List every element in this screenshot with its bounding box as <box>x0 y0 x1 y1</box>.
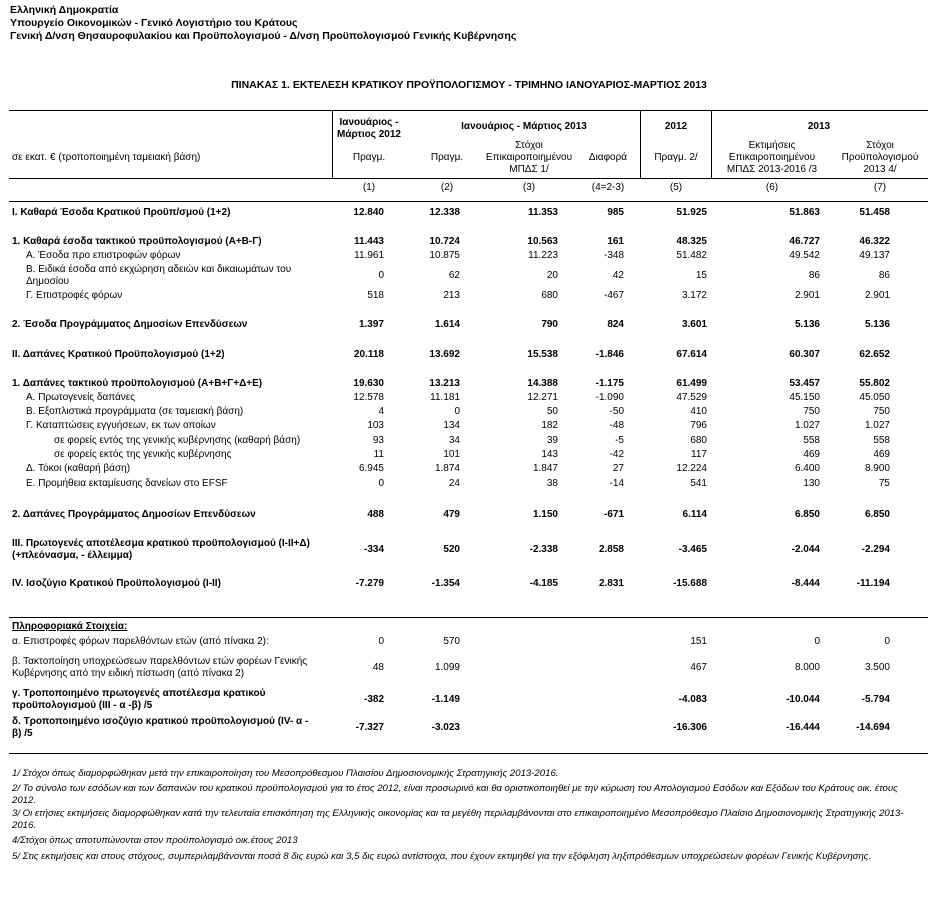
table-cell-col6: 130 <box>803 478 820 489</box>
table-cell-col7: 1.027 <box>864 420 890 431</box>
table-cell-col3: 1.150 <box>532 509 558 520</box>
table-cell-col3: 15.538 <box>527 349 558 360</box>
table-row-label: 1. Καθαρά έσοδα τακτικού προϋπολογισμού (Α+Β-Γ) <box>12 236 262 247</box>
table-cell-col2: 13.213 <box>429 378 460 389</box>
table-cell-col4: 42 <box>612 270 624 281</box>
table-cell-col5: 67.614 <box>676 349 707 360</box>
table-cell-col4: -1.175 <box>595 378 624 389</box>
table-cell-col3: -4.185 <box>529 578 558 589</box>
table-cell-col7: 49.137 <box>859 250 890 261</box>
table-cell-col1: -7.279 <box>355 578 384 589</box>
table-cell-col5: 48.325 <box>676 236 707 247</box>
info-cell-col7: -5.794 <box>861 694 890 705</box>
table-cell-col2: 12.338 <box>429 207 460 218</box>
table-cell-col2: 134 <box>443 420 460 431</box>
col1-group-header-1: Ιανουάριος - <box>339 117 399 128</box>
info-cell-col6: 0 <box>814 636 820 647</box>
table-cell-col6: 45.150 <box>789 392 820 403</box>
col7-number: (7) <box>873 182 887 193</box>
table-cell-col1: 518 <box>367 290 384 301</box>
table-cell-col4: -671 <box>603 509 624 520</box>
table-cell-col4: -1.846 <box>595 349 624 360</box>
header-bottom-rule <box>9 178 928 179</box>
footnote: 2/ Το σύνολο των εσόδων και των δαπανών του κρατικού προϋπολογισμού για το έτος 2012, είναι προσωρινό και θα οριστικοποιηθεί με την κύρωση του Απολογισμού Εσόδων και Εξόδων του Κράτους οικ. έτους 2012. <box>12 783 898 806</box>
table-cell-col6: 51.863 <box>789 207 820 218</box>
table-cell-col1: 12.840 <box>353 207 384 218</box>
header-line-2: Υπουργείο Οικονομικών - Γενικό Λογιστήριο του Κράτους <box>10 17 298 29</box>
col5-number: (5) <box>669 182 683 193</box>
table-cell-col6: 469 <box>803 449 820 460</box>
table-cell-col4: 161 <box>607 236 624 247</box>
table-row-label: Ε. Προμήθεια εκταμίευσης δανείων στο EFSF <box>26 478 228 489</box>
table-cell-col2: 13.692 <box>429 349 460 360</box>
table-cell-col5: 410 <box>690 406 707 417</box>
table-cell-col6: 5.136 <box>794 319 820 330</box>
unit-label: σε εκατ. € (τροποποιημένη ταμειακή βάση) <box>12 152 201 163</box>
table-row-label: IV. Ισοζύγιο Κρατικού Προϋπολογισμού (Ι-ΙΙ) <box>12 578 221 589</box>
table-cell-col7: 2.901 <box>864 290 890 301</box>
table-cell-col4: 985 <box>607 207 624 218</box>
table-cell-col6: 6.850 <box>794 509 820 520</box>
col4-number: (4=2-3) <box>591 182 625 193</box>
col5-header: Πραγμ. 2/ <box>654 152 698 163</box>
table-cell-col7: 75 <box>878 478 890 489</box>
table-cell-col6: 46.727 <box>789 236 820 247</box>
table-row-label: ΙΙΙ. Πρωτογενές αποτέλεσμα κρατικού προϋπολογισμού (Ι-ΙΙ+Δ) (+πλεόνασμα, - έλλειμμα) <box>12 538 310 561</box>
info-row-label: γ. Τροποποιημένο πρωτογενές αποτέλεσμα κρατικού προϋπολογισμού (ΙΙΙ - α -β) /5 <box>12 688 266 711</box>
col2-header: Πραγμ. <box>430 152 464 163</box>
table-cell-col6: 1.027 <box>794 420 820 431</box>
table-row-label: Δ. Τόκοι (καθαρή βάση) <box>26 463 131 474</box>
table-cell-col3: 50 <box>546 406 558 417</box>
table-cell-col3: 680 <box>541 290 558 301</box>
table-cell-col6: 60.307 <box>789 349 820 360</box>
info-row-label: α. Επιστροφές φόρων παρελθόντων ετών (από πίνακα 2): <box>12 636 269 647</box>
info-cell-col1: -7.327 <box>355 722 384 733</box>
table-cell-col5: 12.224 <box>676 463 707 474</box>
table-row-label: 1. Δαπάνες τακτικού προϋπολογισμού (Α+Β+Γ+Δ+Ε) <box>12 378 263 389</box>
table-cell-col7: 86 <box>878 270 890 281</box>
table-cell-col4: -50 <box>609 406 624 417</box>
table-cell-col3: -2.338 <box>529 544 558 555</box>
info-cell-col2: 570 <box>443 636 460 647</box>
table-cell-col6: 558 <box>803 435 820 446</box>
table-cell-col7: 558 <box>873 435 890 446</box>
info-cell-col1: 48 <box>372 662 384 673</box>
table-cell-col3: 10.563 <box>527 236 558 247</box>
table-cell-col5: 15 <box>695 270 707 281</box>
table-cell-col2: -1.354 <box>431 578 460 589</box>
table-row-label: Β. Εξοπλιστικά προγράμματα (σε ταμειακή βάση) <box>26 406 244 417</box>
table-cell-col3: 12.271 <box>527 392 558 403</box>
info-row-label: δ. Τροποποιημένο ισοζύγιο κρατικού προϋπολογισμού (IV- α - β) /5 <box>12 716 309 739</box>
table-cell-col5: 6.114 <box>682 509 707 520</box>
table-cell-col3: 143 <box>541 449 558 460</box>
table-title: ΠΙΝΑΚΑΣ 1. ΕΚΤΕΛΕΣΗ ΚΡΑΤΙΚΟΥ ΠΡΟΫΠΟΛΟΓΙΣΜΟΥ - ΤΡΙΜΗΝΟ ΙΑΝΟΥΑΡΙΟΣ-ΜΑΡΤΙΟΣ 2013 <box>231 79 707 91</box>
table-cell-col3: 38 <box>546 478 558 489</box>
table-cell-col7: 750 <box>873 406 890 417</box>
table-cell-col3: 1.847 <box>532 463 558 474</box>
table-cell-col4: 27 <box>612 463 624 474</box>
table-cell-col2: 10.875 <box>429 250 460 261</box>
col6-number: (6) <box>765 182 779 193</box>
table-cell-col1: 20.118 <box>353 349 384 360</box>
table-cell-col4: -42 <box>609 449 624 460</box>
footnote: 5/ Στις εκτιμήσεις και στους στόχους, συμπεριλαμβάνονται ποσά 8 δις ευρώ και 3,5 δις ευρώ αντίστοιχα, που έχουν εκτιμηθεί για την εξόφληση ληξιπρόθεσμων υποχρεώσεων φορέων Γενικής Κυβέρνησης. <box>12 851 872 862</box>
info-cell-col5: 151 <box>690 636 707 647</box>
table-bottom-rule <box>9 753 928 754</box>
table-cell-col6: -2.044 <box>791 544 820 555</box>
table-cell-col2: 24 <box>448 478 460 489</box>
table-cell-col5: 47.529 <box>676 392 707 403</box>
table-cell-col1: 0 <box>378 270 384 281</box>
table-cell-col2: 62 <box>448 270 460 281</box>
col3-header-1: Στόχοι <box>515 140 543 151</box>
table-cell-col3: 20 <box>546 270 558 281</box>
table-body-rule <box>9 201 928 202</box>
col3-header-2: Επικαιροποιημένου <box>485 152 573 163</box>
header-line-1: Ελληνική Δημοκρατία <box>10 4 119 16</box>
table-row-label: 2. Έσοδα Προγράμματος Δημοσίων Επενδύσεων <box>12 319 248 330</box>
col1-number: (1) <box>362 182 376 193</box>
col3-header-3: ΜΠΔΣ 1/ <box>509 164 549 175</box>
table-cell-col1: 0 <box>378 478 384 489</box>
table-cell-col6: 750 <box>803 406 820 417</box>
table-cell-col1: 12.578 <box>353 392 384 403</box>
table-cell-col2: 479 <box>443 509 460 520</box>
table-cell-col4: 824 <box>607 319 624 330</box>
table-cell-col2: 520 <box>443 544 460 555</box>
col7-header-3: 2013 4/ <box>863 164 897 175</box>
table-cell-col4: -467 <box>603 290 624 301</box>
table-cell-col4: -5 <box>615 435 624 446</box>
table-row-label: Α. Πρωτογενείς δαπάνες <box>26 392 136 403</box>
table-row-label: Β. Ειδικά έσοδα από εκχώρηση αδειών και δικαιωμάτων του Δημοσίου <box>26 264 292 287</box>
table-cell-col6: 2.901 <box>794 290 820 301</box>
table-cell-col5: 3.172 <box>681 290 707 301</box>
table-cell-col5: 541 <box>690 478 707 489</box>
table-row-label: Γ. Επιστροφές φόρων <box>26 290 123 301</box>
table-cell-col5: 51.482 <box>676 250 707 261</box>
table-top-rule <box>9 110 928 111</box>
table-cell-col3: 11.223 <box>528 250 558 261</box>
table-cell-col7: -11.194 <box>856 578 890 589</box>
info-cell-col5: -4.083 <box>678 694 707 705</box>
table-cell-col1: 11 <box>373 449 384 460</box>
table-cell-col4: -48 <box>609 420 624 431</box>
table-cell-col1: 11.961 <box>354 250 384 261</box>
col2-number: (2) <box>440 182 454 193</box>
col3-number: (3) <box>522 182 536 193</box>
col1-header: Πραγμ. <box>352 152 386 163</box>
table-cell-col5: 680 <box>690 435 707 446</box>
info-cell-col6: 8.000 <box>794 662 820 673</box>
table-cell-col7: -2.294 <box>861 544 890 555</box>
table-cell-col7: 55.802 <box>859 378 890 389</box>
table-cell-col5: 3.601 <box>681 319 707 330</box>
table-cell-col7: 51.458 <box>859 207 890 218</box>
info-cell-col1: 0 <box>378 636 384 647</box>
table-cell-col3: 39 <box>546 435 558 446</box>
info-cell-col6: -10.044 <box>786 694 820 705</box>
table-cell-col1: 488 <box>367 509 384 520</box>
table-cell-col7: 8.900 <box>864 463 890 474</box>
table-cell-col5: -15.688 <box>673 578 707 589</box>
table-cell-col7: 6.850 <box>864 509 890 520</box>
col1-group-header-2: Μάρτιος 2012 <box>337 129 401 140</box>
info-top-rule <box>9 617 928 618</box>
table-cell-col1: 103 <box>367 420 384 431</box>
table-cell-col6: 86 <box>808 270 820 281</box>
table-cell-col6: -8.444 <box>791 578 820 589</box>
info-cell-col7: -14.694 <box>856 722 890 733</box>
table-cell-col1: 1.397 <box>358 319 384 330</box>
table-cell-col3: 182 <box>541 420 558 431</box>
table-cell-col5: 61.499 <box>676 378 707 389</box>
table-row-label: σε φορείς εντός της γενικής κυβέρνησης (καθαρή βάση) <box>54 435 301 446</box>
table-cell-col4: -14 <box>609 478 624 489</box>
table-cell-col4: 2.831 <box>598 578 624 589</box>
footnote: 3/ Οι ετήσιες εκτιμήσεις διαμορφώθηκαν κατά την τελευταία επισκόπηση της Ελληνικής οικονομίας και τα μεγέθη περιλαμβάνονται στο επικαιροποιημένο Μεσοπρόθεσμο Πλαίσιο Δημοσιονομικής Στρατηγικής 2013-2016. <box>12 808 904 831</box>
table-cell-col2: 34 <box>448 435 460 446</box>
table-cell-col2: 1.874 <box>434 463 460 474</box>
table-cell-col5: 117 <box>691 449 707 460</box>
table-cell-col4: -1.090 <box>595 392 624 403</box>
table-cell-col7: 469 <box>873 449 890 460</box>
table-cell-col3: 14.388 <box>527 378 558 389</box>
info-cell-col7: 0 <box>884 636 890 647</box>
table-cell-col1: 11.443 <box>353 236 384 247</box>
footnote: 4/Στόχοι όπως αποτυπώνονται στον προϋπολογισμό οικ.έτους 2013 <box>12 835 298 846</box>
info-row-label: β. Τακτοποίηση υποχρεώσεων παρελθόντων ετών φορέων Γενικής Κυβέρνησης από την ειδική πίστωση (από πίνακα 2) <box>12 656 308 679</box>
table-row-label: 2. Δαπάνες Προγράμματος Δημοσίων Επενδύσεων <box>12 509 256 520</box>
table-row-label: Γ. Καταπτώσεις εγγυήσεων, εκ των οποίων <box>26 420 216 431</box>
info-cell-col5: 467 <box>690 662 707 673</box>
table-cell-col2: 11.181 <box>430 392 460 403</box>
table-cell-col3: 790 <box>541 319 558 330</box>
table-cell-col2: 1.614 <box>434 319 460 330</box>
table-cell-col6: 53.457 <box>789 378 820 389</box>
table-cell-col2: 213 <box>443 290 460 301</box>
col6-header-2: Επικαιροποιημένου <box>728 152 816 163</box>
info-cell-col7: 3.500 <box>864 662 890 673</box>
info-cell-col2: 1.099 <box>434 662 460 673</box>
info-cell-col1: -382 <box>363 694 384 705</box>
col6-7-group-header: 2013 <box>807 121 831 132</box>
table-cell-col2: 0 <box>454 406 460 417</box>
col2-4-group-header: Ιανουάριος - Μάρτιος 2013 <box>461 121 587 132</box>
col4-header: Διαφορά <box>588 152 628 163</box>
table-cell-col7: 46.322 <box>859 236 890 247</box>
col7-header-2: Προϋπολογισμού <box>841 152 919 163</box>
table-cell-col1: 93 <box>372 435 384 446</box>
table-cell-col7: 62.652 <box>859 349 890 360</box>
table-cell-col1: 4 <box>378 406 384 417</box>
info-heading: Πληροφοριακά Στοιχεία: <box>12 621 128 632</box>
table-cell-col5: 51.925 <box>676 207 707 218</box>
info-cell-col5: -16.306 <box>673 722 707 733</box>
table-cell-col6: 6.400 <box>794 463 820 474</box>
table-cell-col5: -3.465 <box>678 544 707 555</box>
info-cell-col2: -1.149 <box>431 694 460 705</box>
info-cell-col2: -3.023 <box>431 722 460 733</box>
table-cell-col2: 10.724 <box>429 236 460 247</box>
table-row-label: Α. Έσοδα προ επιστροφών φόρων <box>26 250 181 261</box>
footnote: 1/ Στόχοι όπως διαμορφώθηκαν μετά την επικαιροποίηση του Μεσοπρόθεσμου Πλαισίου Δημοσιονομικής Στρατηγικής 2013-2016. <box>12 768 559 779</box>
table-cell-col3: 11.353 <box>527 207 558 218</box>
info-cell-col6: -16.444 <box>786 722 820 733</box>
table-cell-col1: 19.630 <box>353 378 384 389</box>
col6-header-3: ΜΠΔΣ 2013-2016 /3 <box>726 164 818 175</box>
col6-header-1: Εκτιμήσεις <box>748 140 796 151</box>
table-row-label: σε φορείς εκτός της γενικής κυβέρνησης <box>54 449 232 460</box>
table-cell-col2: 101 <box>443 449 460 460</box>
table-row-label: Ι. Καθαρά Έσοδα Κρατικού Προϋπ/σμού (1+2) <box>12 207 231 218</box>
table-cell-col6: 49.542 <box>789 250 820 261</box>
table-cell-col5: 796 <box>690 420 707 431</box>
table-cell-col7: 45.050 <box>859 392 890 403</box>
col5-group-header: 2012 <box>664 121 688 132</box>
table-row-label: ΙΙ. Δαπάνες Κρατικού Προϋπολογισμού (1+2) <box>12 349 225 360</box>
table-cell-col7: 5.136 <box>864 319 890 330</box>
table-cell-col4: -348 <box>603 250 624 261</box>
table-cell-col4: 2.858 <box>598 544 624 555</box>
table-cell-col1: -334 <box>363 544 384 555</box>
table-cell-col1: 6.945 <box>358 463 384 474</box>
header-line-3: Γενική Δ/νση Θησαυροφυλακίου και Προϋπολογισμού - Δ/νση Προϋπολογισμού Γενικής Κυβέρνησης <box>10 30 517 42</box>
col7-header-1: Στόχοι <box>866 140 894 151</box>
